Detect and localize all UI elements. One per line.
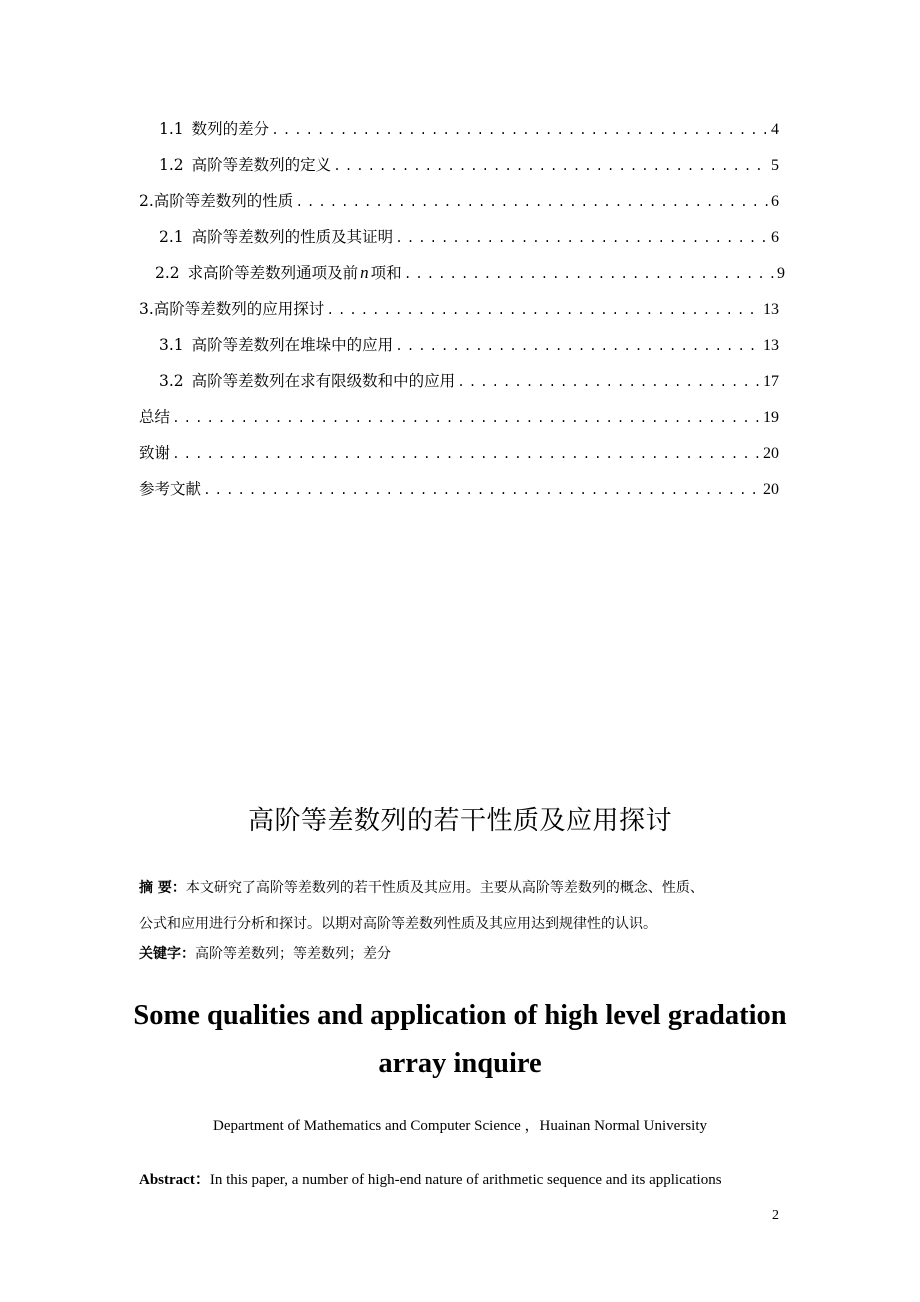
toc-page-number: 19 [763, 409, 779, 426]
abstract-label: 摘 要： [139, 880, 186, 896]
toc-page-number: 13 [763, 301, 779, 318]
toc-entry[interactable] [159, 118, 779, 142]
toc-page-number: 13 [763, 337, 779, 354]
toc-leader-dots [172, 444, 761, 466]
toc-entry[interactable] [159, 154, 779, 178]
toc-entry[interactable] [159, 370, 779, 394]
toc-entry-label: 2.2 求高阶等差数列通项及前 n 项和 [155, 263, 402, 282]
english-abstract-text: In this paper, a number of high-end nature of arithmetic sequence and its applications [209, 1172, 722, 1188]
toc-entry[interactable] [139, 190, 779, 214]
toc-page-number: 17 [763, 373, 779, 390]
english-abstract [139, 1168, 799, 1189]
keywords-text: 高阶等差数列；等差数列；差分 [195, 946, 391, 962]
toc-leader-dots [333, 156, 769, 178]
toc-entry[interactable] [159, 226, 779, 250]
toc-entry[interactable] [155, 262, 785, 286]
toc-entry-label: 2.1 高阶等差数列的性质及其证明 [159, 228, 394, 246]
toc-entry-label: 3.1 高阶等差数列在堆垛中的应用 [159, 336, 394, 354]
toc-page-number: 9 [777, 265, 785, 282]
toc-entry-label: 3.高阶等差数列的应用探讨 [139, 300, 325, 318]
affiliation: Department of Mathematics and Computer Science ，Huainan Normal University [212, 1118, 708, 1134]
toc-leader-dots [295, 192, 769, 214]
chinese-abstract-line-2: 公式和应用进行分析和探讨。以期对高阶等差数列性质及其应用达到规律性的认识。 [139, 916, 657, 932]
toc-page-number: 6 [771, 229, 779, 246]
toc-leader-dots [395, 336, 761, 358]
english-title-line-2: array inquire [378, 1048, 542, 1079]
toc-entry[interactable] [139, 478, 779, 502]
keywords-label: 关键字： [139, 946, 195, 962]
toc-page-number: 20 [763, 481, 779, 498]
chinese-abstract-line-1 [139, 878, 799, 898]
chinese-title: 高阶等差数列的若干性质及应用探讨 [247, 806, 672, 836]
toc-entry-label: 2.高阶等差数列的性质 [139, 192, 294, 210]
page-number: 2 [772, 1208, 779, 1223]
abstract-text: 本文研究了高阶等差数列的若干性质及其应用。主要从高阶等差数列的概念、性质、 [185, 880, 704, 896]
toc-entry-label: 1.1 数列的差分 [159, 120, 270, 138]
toc-entry-label: 1.2 高阶等差数列的定义 [159, 156, 332, 174]
toc-leader-dots [203, 480, 761, 502]
toc-entry-label: 致谢 [139, 444, 171, 462]
toc-page-number: 6 [771, 193, 779, 210]
toc-leader-dots [395, 228, 769, 250]
toc-leader-dots [457, 372, 761, 394]
toc-entry[interactable] [139, 442, 779, 466]
keywords [139, 944, 799, 964]
toc-entry[interactable] [139, 406, 779, 430]
toc-leader-dots [326, 300, 761, 322]
toc-leader-dots [172, 408, 761, 430]
toc-page-number: 5 [771, 157, 779, 174]
toc-page-number: 20 [763, 445, 779, 462]
toc-page-number: 4 [771, 121, 779, 138]
toc-entry[interactable] [139, 298, 779, 322]
english-abstract-label: Abstract： [139, 1172, 210, 1188]
toc-leader-dots [271, 120, 769, 142]
toc-entry-label: 总结 [139, 408, 171, 426]
toc-entry-label: 参考文献 [139, 480, 202, 498]
toc-leader-dots [404, 264, 775, 286]
english-title-line-1: Some qualities and application of high level gradation [133, 1000, 787, 1031]
toc-entry-label: 3.2 高阶等差数列在求有限级数和中的应用 [159, 372, 456, 390]
toc-entry[interactable] [159, 334, 779, 358]
